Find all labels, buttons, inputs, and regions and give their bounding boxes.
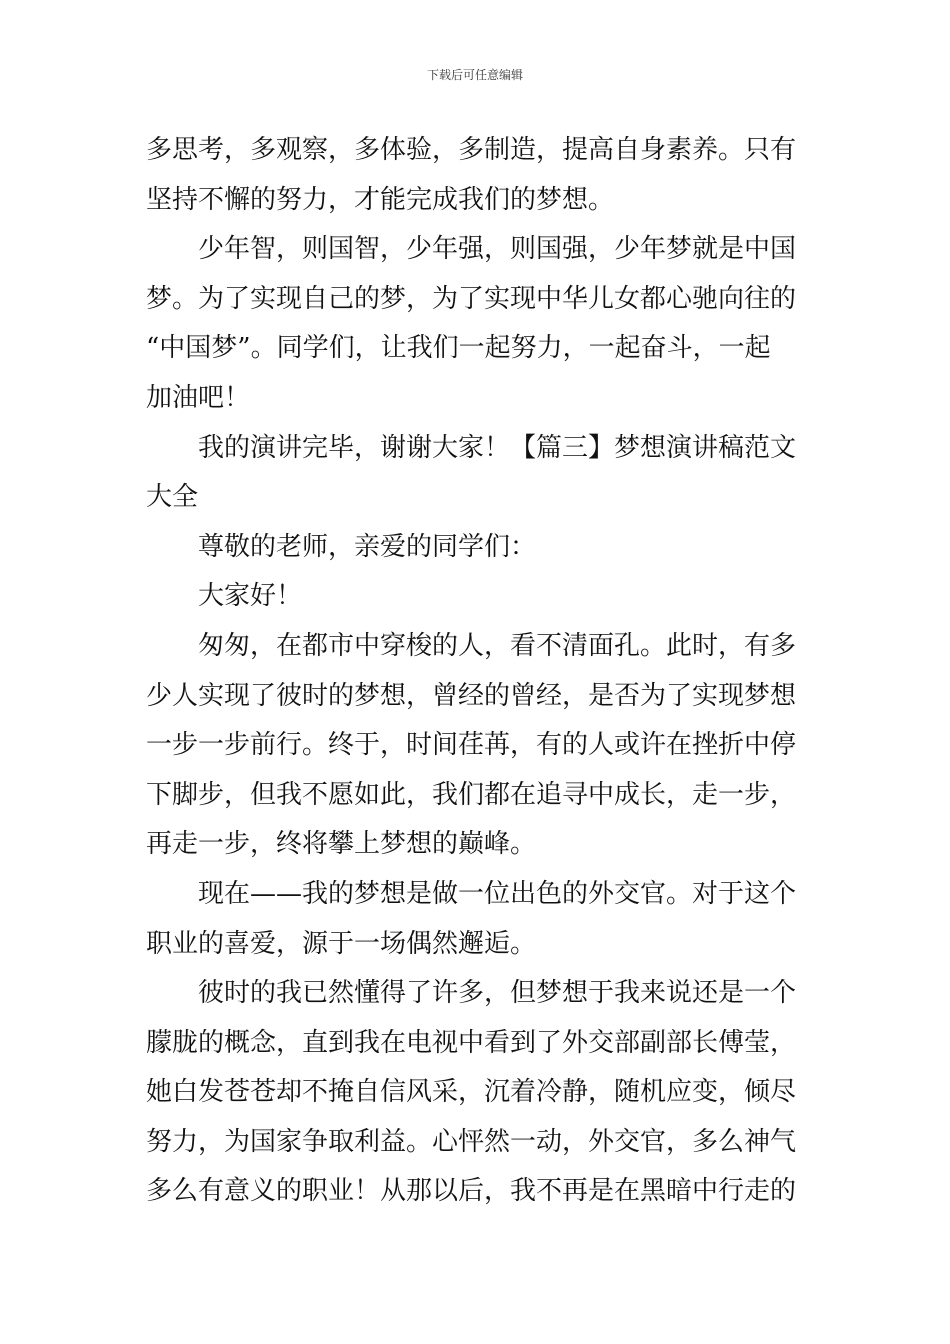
text-line: 一步一步前行。终于，时间荏苒，有的人或许在挫折中停 [146,730,797,761]
text-line: 彼时的我已然懂得了许多，但梦想于我来说还是一个 [198,978,797,1009]
document-body [146,126,806,1217]
text-line: 多么有意义的职业！从那以后，我不再是在黑暗中行走的 [146,1176,797,1207]
text-line: 职业的喜爱，源于一场偶然邂逅。 [146,928,537,959]
text-line: 少年智，则国智，少年强，则国强，少年梦就是中国 [198,234,797,265]
text-line: 再走一步，终将攀上梦想的巅峰。 [146,829,537,860]
text-line: 她白发苍苍却不掩自信风采，沉着冷静，随机应变，倾尽 [146,1077,797,1108]
text-line: 多思考，多观察，多体验，多制造，提高自身素养。只有 [146,135,797,165]
page-header: 下载后可任意编辑 [426,68,523,82]
text-line: 加油吧！ [146,382,251,413]
text-line: 大家好！ [198,581,303,612]
text-line: 我的演讲完毕，谢谢大家！【篇三】梦想演讲稿范文 [198,432,797,463]
text-line: 坚持不懈的努力，才能完成我们的梦想。 [146,184,615,215]
text-line: 匆匆，在都市中穿梭的人，看不清面孔。此时，有多 [198,630,797,661]
text-line: 现在——我的梦想是做一位出色的外交官。对于这个 [198,878,797,909]
text-line: 朦胧的概念，直到我在电视中看到了外交部副部长傅莹， [146,1027,797,1058]
text-line: 尊敬的老师，亲爱的同学们： [198,531,537,562]
text-line: 大全 [146,482,199,513]
text-line: 梦。为了实现自己的梦，为了实现中华儿女都心驰向往的 [146,283,797,314]
text-line: 下脚步，但我不愿如此，我们都在追寻中成长，走一步， [146,779,797,810]
text-line: “中国梦”。同学们，让我们一起努力，一起奋斗，一起 [146,333,771,364]
text-line: 少人实现了彼时的梦想，曾经的曾经，是否为了实现梦想 [146,680,797,711]
text-line: 努力，为国家争取利益。心怦然一动，外交官，多么神气 [146,1126,797,1157]
